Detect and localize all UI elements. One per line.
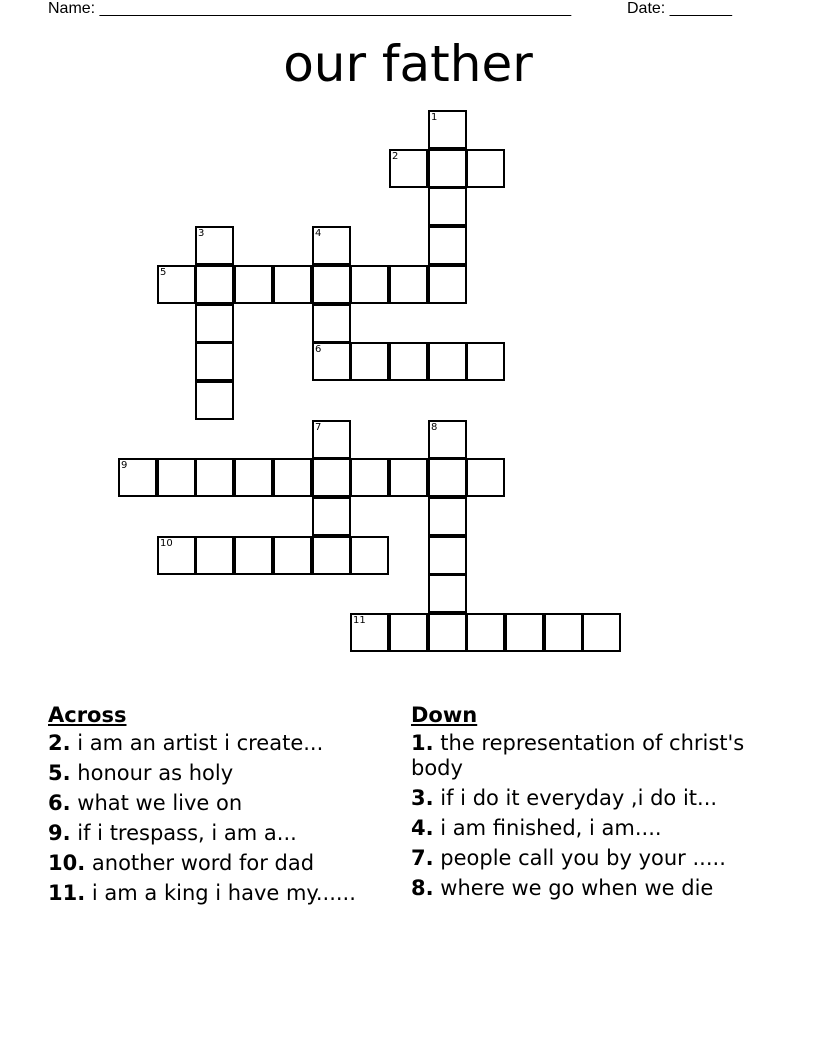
down-clue: 1. the representation of christ's body: [411, 731, 745, 780]
across-clue: 9. if i trespass, i am a...: [48, 821, 297, 845]
grid-cell[interactable]: [234, 265, 273, 304]
grid-cell[interactable]: [312, 497, 351, 536]
down-clues: [411, 703, 751, 906]
grid-cell[interactable]: [428, 265, 467, 304]
grid-cell[interactable]: [195, 226, 234, 265]
clue-number: 6: [315, 344, 322, 355]
down-clue: 7. people call you by your .....: [411, 846, 726, 870]
grid-cell[interactable]: [350, 613, 389, 652]
date-field: Date: _______: [627, 0, 732, 17]
grid-cell[interactable]: [428, 536, 467, 575]
clue-number: 5: [160, 267, 167, 278]
clue-number: 3: [198, 228, 205, 239]
grid-cell[interactable]: [389, 149, 428, 188]
across-clue: 10. another word for dad: [48, 851, 315, 875]
grid-cell[interactable]: [428, 149, 467, 188]
grid-cell[interactable]: [312, 304, 351, 343]
grid-cell[interactable]: [312, 536, 351, 575]
grid-cell[interactable]: [428, 574, 467, 613]
grid-cell[interactable]: [350, 265, 389, 304]
grid-cell[interactable]: [505, 613, 544, 652]
name-field: Name: _____________________________________________________: [48, 0, 572, 17]
grid-cell[interactable]: [428, 458, 467, 497]
grid-cell[interactable]: [428, 226, 467, 265]
grid-cell[interactable]: [428, 497, 467, 536]
grid-cell[interactable]: [389, 265, 428, 304]
down-heading: Down: [411, 703, 478, 727]
grid-cell[interactable]: [312, 420, 351, 459]
grid-cell[interactable]: [195, 265, 234, 304]
grid-cell[interactable]: [312, 458, 351, 497]
clue-number: 7: [315, 422, 322, 433]
clue-number: 9: [121, 460, 128, 471]
grid-cell[interactable]: [428, 342, 467, 381]
grid-cell[interactable]: [350, 536, 389, 575]
across-clue: 6. what we live on: [48, 791, 243, 815]
clue-number: 2: [392, 151, 399, 162]
grid-cell[interactable]: [312, 342, 351, 381]
grid-cell[interactable]: [582, 613, 621, 652]
grid-cell[interactable]: [195, 304, 234, 343]
grid-cell[interactable]: [195, 381, 234, 420]
clue-number: 4: [315, 228, 322, 239]
grid-cell[interactable]: [350, 458, 389, 497]
across-clues: [48, 703, 398, 911]
grid-cell[interactable]: [195, 342, 234, 381]
grid-cell[interactable]: [350, 342, 389, 381]
grid-cell[interactable]: [428, 187, 467, 226]
grid-cell[interactable]: [389, 458, 428, 497]
across-clue: 5. honour as holy: [48, 761, 234, 785]
grid-cell[interactable]: [273, 265, 312, 304]
grid-cell[interactable]: [544, 613, 583, 652]
clue-number: 11: [353, 615, 366, 626]
across-clue: 2. i am an artist i create...: [48, 731, 324, 755]
grid-cell[interactable]: [273, 536, 312, 575]
grid-cell[interactable]: [466, 342, 505, 381]
grid-cell[interactable]: [428, 613, 467, 652]
clue-number: 8: [431, 422, 438, 433]
grid-cell[interactable]: [195, 458, 234, 497]
grid-cell[interactable]: [428, 110, 467, 149]
down-clue: 3. if i do it everyday ,i do it...: [411, 786, 718, 810]
clue-number: 10: [160, 538, 173, 549]
across-clue: 11. i am a king i have my......: [48, 881, 356, 905]
clue-number: 1: [431, 112, 438, 123]
grid-cell[interactable]: [466, 613, 505, 652]
grid-cell[interactable]: [157, 458, 196, 497]
grid-cell[interactable]: [389, 613, 428, 652]
puzzle-title: our father: [283, 35, 533, 93]
grid-cell[interactable]: [195, 536, 234, 575]
grid-cell[interactable]: [312, 265, 351, 304]
grid-cell[interactable]: [466, 458, 505, 497]
grid-cell[interactable]: [118, 458, 157, 497]
grid-cell[interactable]: [157, 536, 196, 575]
grid-cell[interactable]: [312, 226, 351, 265]
down-clue: 4. i am finished, i am....: [411, 816, 662, 840]
grid-cell[interactable]: [157, 265, 196, 304]
grid-cell[interactable]: [234, 458, 273, 497]
grid-cell[interactable]: [389, 342, 428, 381]
grid-cell[interactable]: [466, 149, 505, 188]
grid-cell[interactable]: [234, 536, 273, 575]
across-heading: Across: [48, 703, 127, 727]
grid-cell[interactable]: [428, 420, 467, 459]
grid-cell[interactable]: [273, 458, 312, 497]
down-clue: 8. where we go when we die: [411, 876, 714, 900]
